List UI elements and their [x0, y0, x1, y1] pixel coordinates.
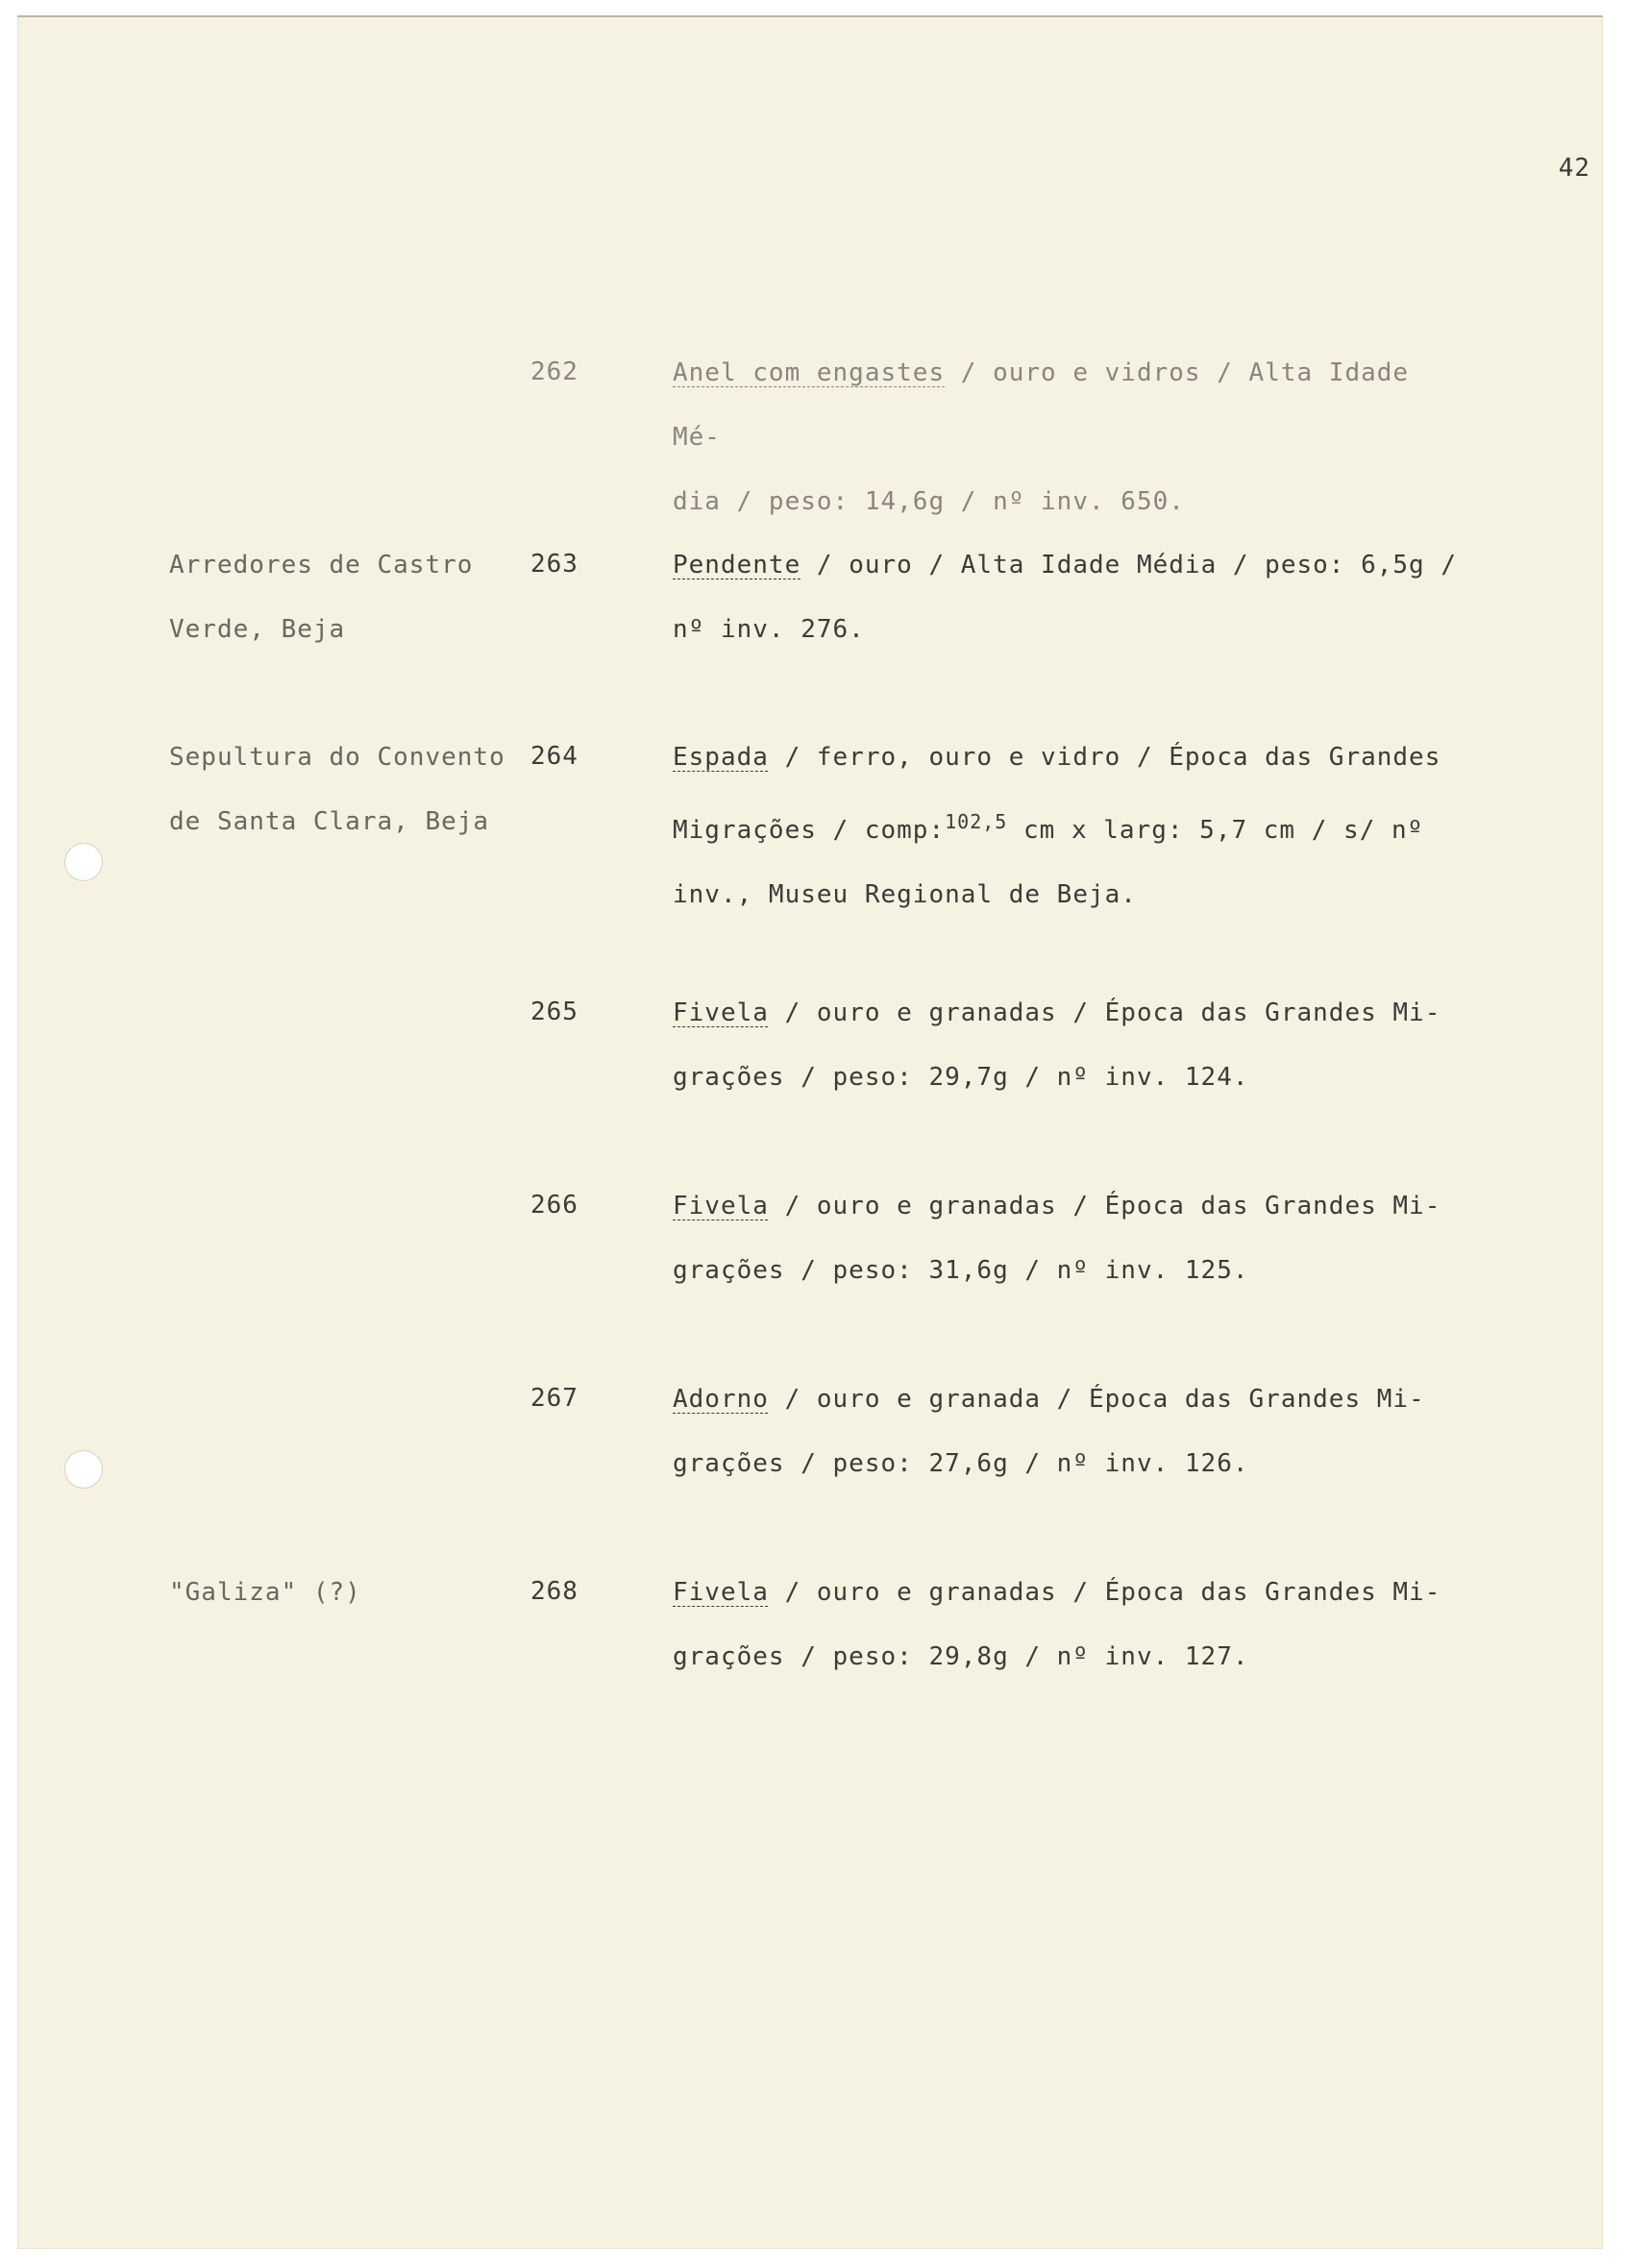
page-number: 42 [1558, 154, 1590, 183]
description-line: grações / peso: 31,6g / nº inv. 125. [673, 1256, 1249, 1285]
provenance [169, 1561, 515, 1625]
provenance-line: Verde, Beja [169, 615, 346, 644]
description-line: grações / peso: 29,8g / nº inv. 127. [673, 1642, 1249, 1671]
entry-description [673, 1174, 1461, 1303]
description-line: Fivela / ouro e granadas / Época das Grandes Mi- [673, 1192, 1441, 1220]
description-line: grações / peso: 27,6g / nº inv. 126. [673, 1449, 1249, 1478]
provenance [169, 533, 515, 662]
object-title: Anel com engastes [673, 358, 946, 387]
catalog-number: 263 [530, 550, 579, 579]
description-line: grações / peso: 29,7g / nº inv. 124. [673, 1063, 1249, 1092]
punch-hole-lower [65, 1451, 102, 1488]
entry-description [673, 533, 1461, 662]
description-line: Espada / ferro, ouro e vidro / Época das Grandes [673, 743, 1441, 772]
catalog-number: 264 [530, 742, 579, 771]
provenance-line: "Galiza" (?) [169, 1578, 361, 1607]
entry-description [673, 341, 1461, 534]
object-title: Fivela [673, 1578, 769, 1607]
description-line: dia / peso: 14,6g / nº inv. 650. [673, 487, 1185, 516]
entry-description [673, 1368, 1461, 1496]
catalog-number: 268 [530, 1577, 579, 1606]
description-line: Migrações / comp:$^{102,5}$ cm x larg: 5,7 cm / s/ nº [673, 810, 1424, 845]
provenance-line: Sepultura do Convento [169, 743, 505, 772]
provenance-line: de Santa Clara, Beja [169, 807, 490, 836]
catalog-number: 262 [530, 357, 579, 386]
object-title: Fivela [673, 1192, 769, 1220]
description-line: Anel com engastes / ouro e vidros / Alta Idade Mé- [673, 358, 1410, 452]
object-title: Adorno [673, 1385, 769, 1414]
catalog-number: 267 [530, 1384, 579, 1413]
catalog-number: 265 [530, 998, 579, 1026]
punch-hole-upper [65, 844, 102, 880]
object-title: Fivela [673, 998, 769, 1027]
object-title: Pendente [673, 551, 801, 579]
description-line: Adorno / ouro e granada / Época das Grandes Mi- [673, 1385, 1425, 1414]
catalog-number: 266 [530, 1191, 579, 1220]
entry-description [673, 726, 1461, 927]
length-value: 102,5 [945, 810, 1008, 833]
entry-description [673, 981, 1461, 1110]
description-line: Fivela / ouro e granadas / Época das Grandes Mi- [673, 1578, 1441, 1607]
entry-description [673, 1561, 1461, 1689]
description-line: inv., Museu Regional de Beja. [673, 880, 1137, 909]
description-line: Fivela / ouro e granadas / Época das Grandes Mi- [673, 998, 1441, 1027]
provenance-line: Arredores de Castro [169, 551, 474, 579]
object-title: Espada [673, 743, 769, 772]
description-line: nº inv. 276. [673, 615, 865, 644]
sheet-edge [17, 15, 1603, 17]
provenance [169, 726, 515, 854]
description-line: Pendente / ouro / Alta Idade Média / peso: 6,5g / [673, 551, 1458, 579]
